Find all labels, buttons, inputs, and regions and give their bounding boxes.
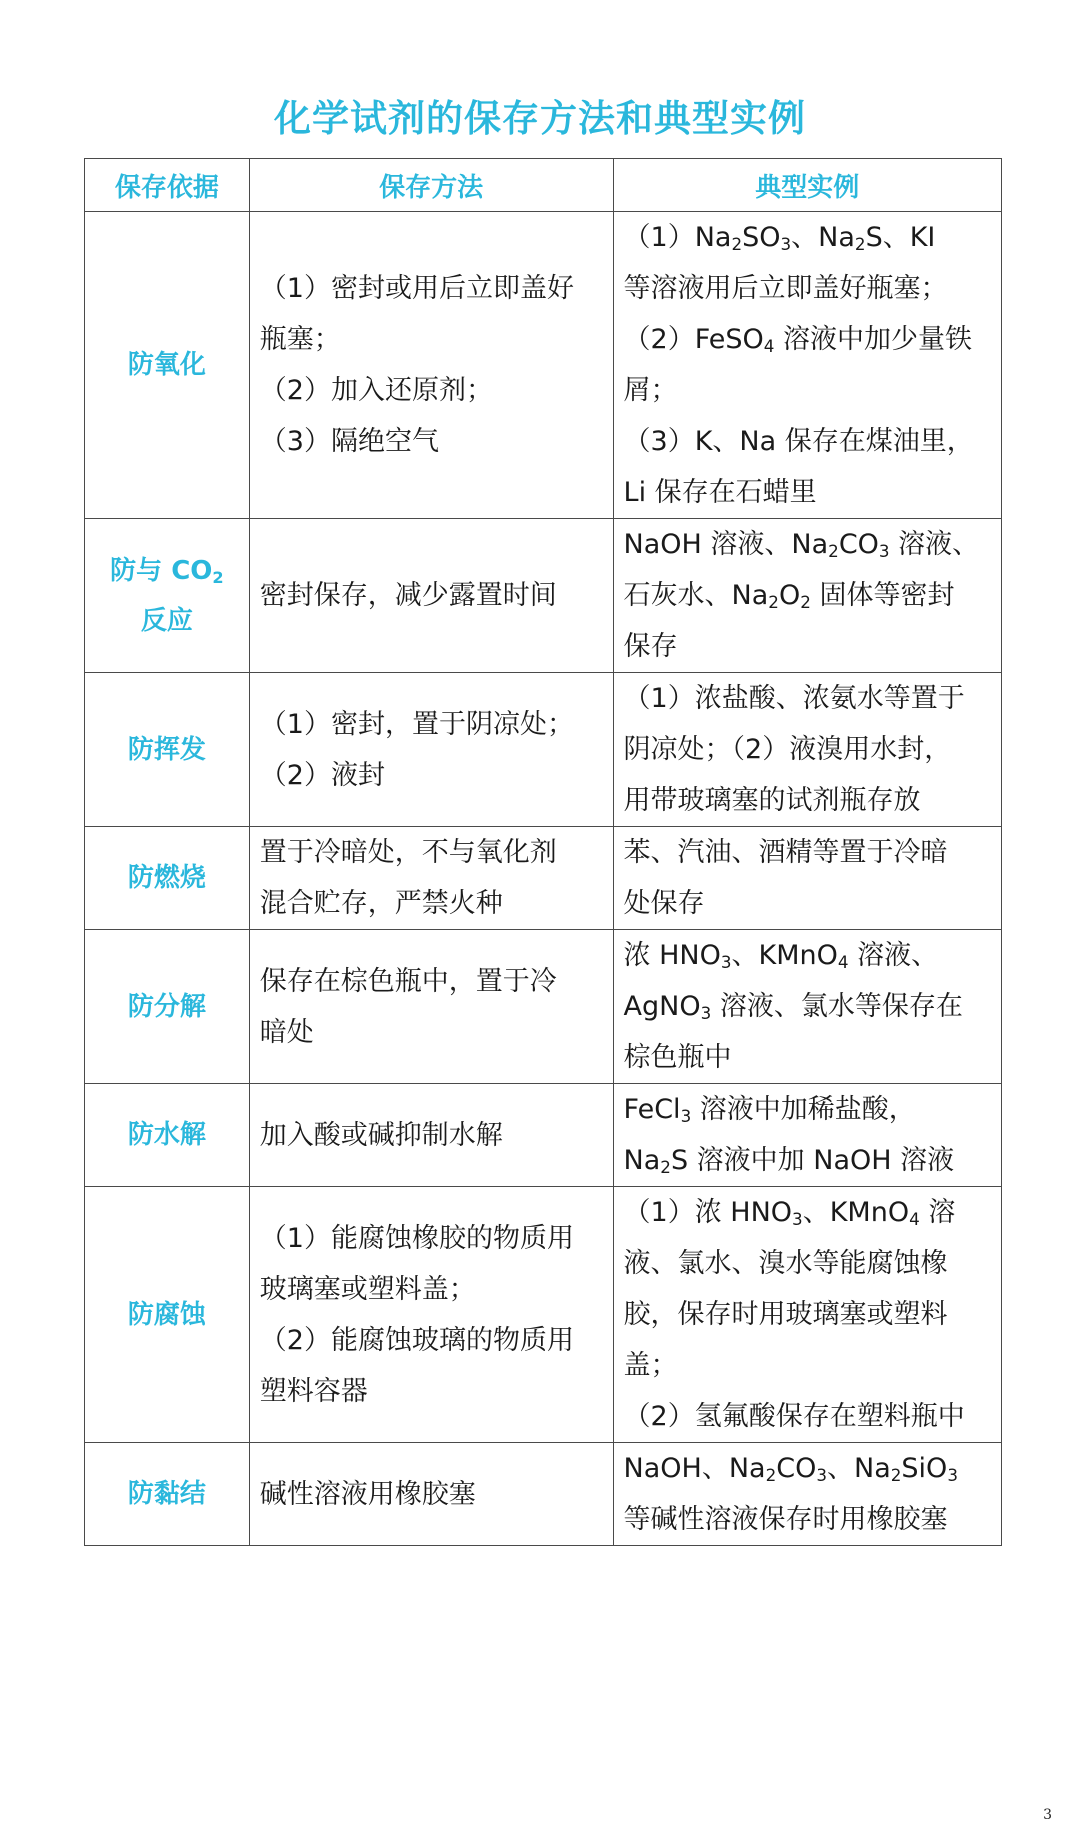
example-cell-line: 胶，保存时用玻璃塞或塑料 <box>623 1299 948 1330</box>
basis-cell <box>85 673 250 827</box>
example-cell <box>613 930 1001 1084</box>
storage-table <box>84 158 1002 1546</box>
example-cell <box>613 1187 1001 1443</box>
example-cell-line: 用带玻璃塞的试剂瓶存放 <box>623 785 921 816</box>
example-cell-line: AgNO$_3$ 溶液、氯水等保存在 <box>623 991 963 1024</box>
example-cell-line: FeCl$_3$ 溶液中加稀盐酸， <box>623 1094 916 1127</box>
basis-cell-line: 防水解 <box>127 1120 206 1150</box>
column-header-method: 保存方法 <box>249 159 613 212</box>
basis-cell-line: 防燃烧 <box>127 863 206 893</box>
example-cell-line: NaOH 溶液、$Na_2CO_3$ 溶液、 <box>623 529 980 562</box>
method-cell-line: 保存在棕色瓶中，置于冷 <box>259 965 557 997</box>
table-body <box>85 212 1002 1546</box>
example-cell-line: （1）浓盐酸、浓氨水等置于 <box>623 683 965 714</box>
column-header-basis: 保存依据 <box>85 159 250 212</box>
basis-cell-line: 防腐蚀 <box>127 1299 206 1330</box>
method-cell <box>249 930 613 1084</box>
example-cell <box>613 519 1001 673</box>
page-number: 3 <box>1043 1807 1052 1823</box>
example-cell-line: 盖； <box>623 1350 678 1381</box>
example-cell-line: 石灰水、$Na_2O_2$ 固体等密封 <box>623 580 955 613</box>
example-cell-line: 棕色瓶中 <box>623 1042 732 1073</box>
method-cell-line: 暗处 <box>259 1016 314 1048</box>
table-row <box>85 673 1002 827</box>
example-cell <box>613 827 1001 930</box>
example-cell-line: Li 保存在石蜡里 <box>623 477 817 508</box>
table-row <box>85 1443 1002 1546</box>
table-row <box>85 930 1002 1084</box>
example-cell-line: 浓 $HNO_3$、KMnO$_4$ 溶液、 <box>623 940 939 973</box>
method-cell-line: 置于冷暗处，不与氧化剂 <box>259 837 557 868</box>
example-cell-line: NaOH、$Na_2CO_3$、$Na_2SiO_3$ <box>623 1453 958 1486</box>
example-cell-line: 处保存 <box>623 888 705 919</box>
basis-cell <box>85 1084 250 1187</box>
example-cell <box>613 1084 1001 1187</box>
method-cell-line: （2）液封 <box>259 759 385 791</box>
example-cell-line: 等溶液用后立即盖好瓶塞； <box>623 273 948 304</box>
method-cell-line: （1）密封，置于阴凉处； <box>259 708 574 740</box>
example-cell-line: 阴凉处；（2）液溴用水封， <box>623 734 952 765</box>
method-cell-line: 混合贮存，严禁火种 <box>259 888 503 919</box>
method-cell-line: （3）隔绝空气 <box>259 426 439 457</box>
basis-cell-line: 反应 <box>140 605 193 636</box>
method-cell-line: 碱性溶液用橡胶塞 <box>259 1478 476 1510</box>
basis-cell-line: 防分解 <box>127 991 206 1022</box>
example-cell-line: （2）氢氟酸保存在塑料瓶中 <box>623 1401 965 1432</box>
method-cell-line: （2）加入还原剂； <box>259 375 493 406</box>
method-cell-line: 瓶塞； <box>259 324 341 355</box>
basis-cell <box>85 1443 250 1546</box>
method-cell <box>249 827 613 930</box>
example-cell-line: 等碱性溶液保存时用橡胶塞 <box>623 1504 948 1535</box>
table-row <box>85 827 1002 930</box>
method-cell <box>249 212 613 519</box>
basis-cell <box>85 1187 250 1443</box>
example-cell <box>613 1443 1001 1546</box>
method-cell-line: 玻璃塞或塑料盖； <box>259 1273 476 1305</box>
page-title: 化学试剂的保存方法和典型实例 <box>274 97 806 140</box>
table-row <box>85 519 1002 673</box>
method-cell-line: 塑料容器 <box>259 1375 368 1407</box>
example-cell-line: $(1)Na_2SO_3$、$Na_2S$、KI <box>623 222 936 255</box>
basis-cell <box>85 212 250 519</box>
basis-cell <box>85 519 250 673</box>
method-cell <box>249 519 613 673</box>
example-cell <box>613 673 1001 827</box>
method-cell <box>249 1443 613 1546</box>
example-cell-line: $Na_2S$ 溶液中加 NaOH 溶液 <box>623 1145 955 1178</box>
column-header-example: 典型实例 <box>613 159 1001 212</box>
basis-cell-line: 防黏结 <box>127 1479 206 1509</box>
example-cell-line: （3）K、Na 保存在煤油里， <box>623 426 974 457</box>
method-cell-line: 加入酸或碱抑制水解 <box>259 1119 503 1151</box>
method-cell <box>249 1084 613 1187</box>
example-cell-line: （1）浓 $HNO_3$、KMnO$_4$ 溶 <box>623 1197 956 1230</box>
basis-cell-line: 防与 $CO_2$ <box>110 555 224 587</box>
method-cell-line: （1）密封或用后立即盖好 <box>259 273 574 304</box>
example-cell-line: 液、氯水、溴水等能腐蚀橡 <box>623 1248 948 1279</box>
method-cell-line: 密封保存，减少露置时间 <box>259 580 557 611</box>
basis-cell <box>85 827 250 930</box>
basis-cell <box>85 930 250 1084</box>
table-header-row <box>85 159 1002 212</box>
method-cell-line: （2）能腐蚀玻璃的物质用 <box>259 1324 574 1356</box>
table-row <box>85 1187 1002 1443</box>
example-cell-line: 保存 <box>623 631 678 662</box>
table-row <box>85 212 1002 519</box>
basis-cell-line: 防氧化 <box>127 350 206 380</box>
method-cell <box>249 1187 613 1443</box>
method-cell <box>249 673 613 827</box>
basis-cell-line: 防挥发 <box>127 734 206 765</box>
table-row <box>85 1084 1002 1187</box>
example-cell-line: 屑； <box>623 375 678 406</box>
example-cell-line: （2）FeSO$_4$ 溶液中加少量铁 <box>623 324 973 357</box>
example-cell <box>613 212 1001 519</box>
method-cell-line: （1）能腐蚀橡胶的物质用 <box>259 1222 574 1254</box>
example-cell-line: 苯、汽油、酒精等置于冷暗 <box>623 837 948 868</box>
